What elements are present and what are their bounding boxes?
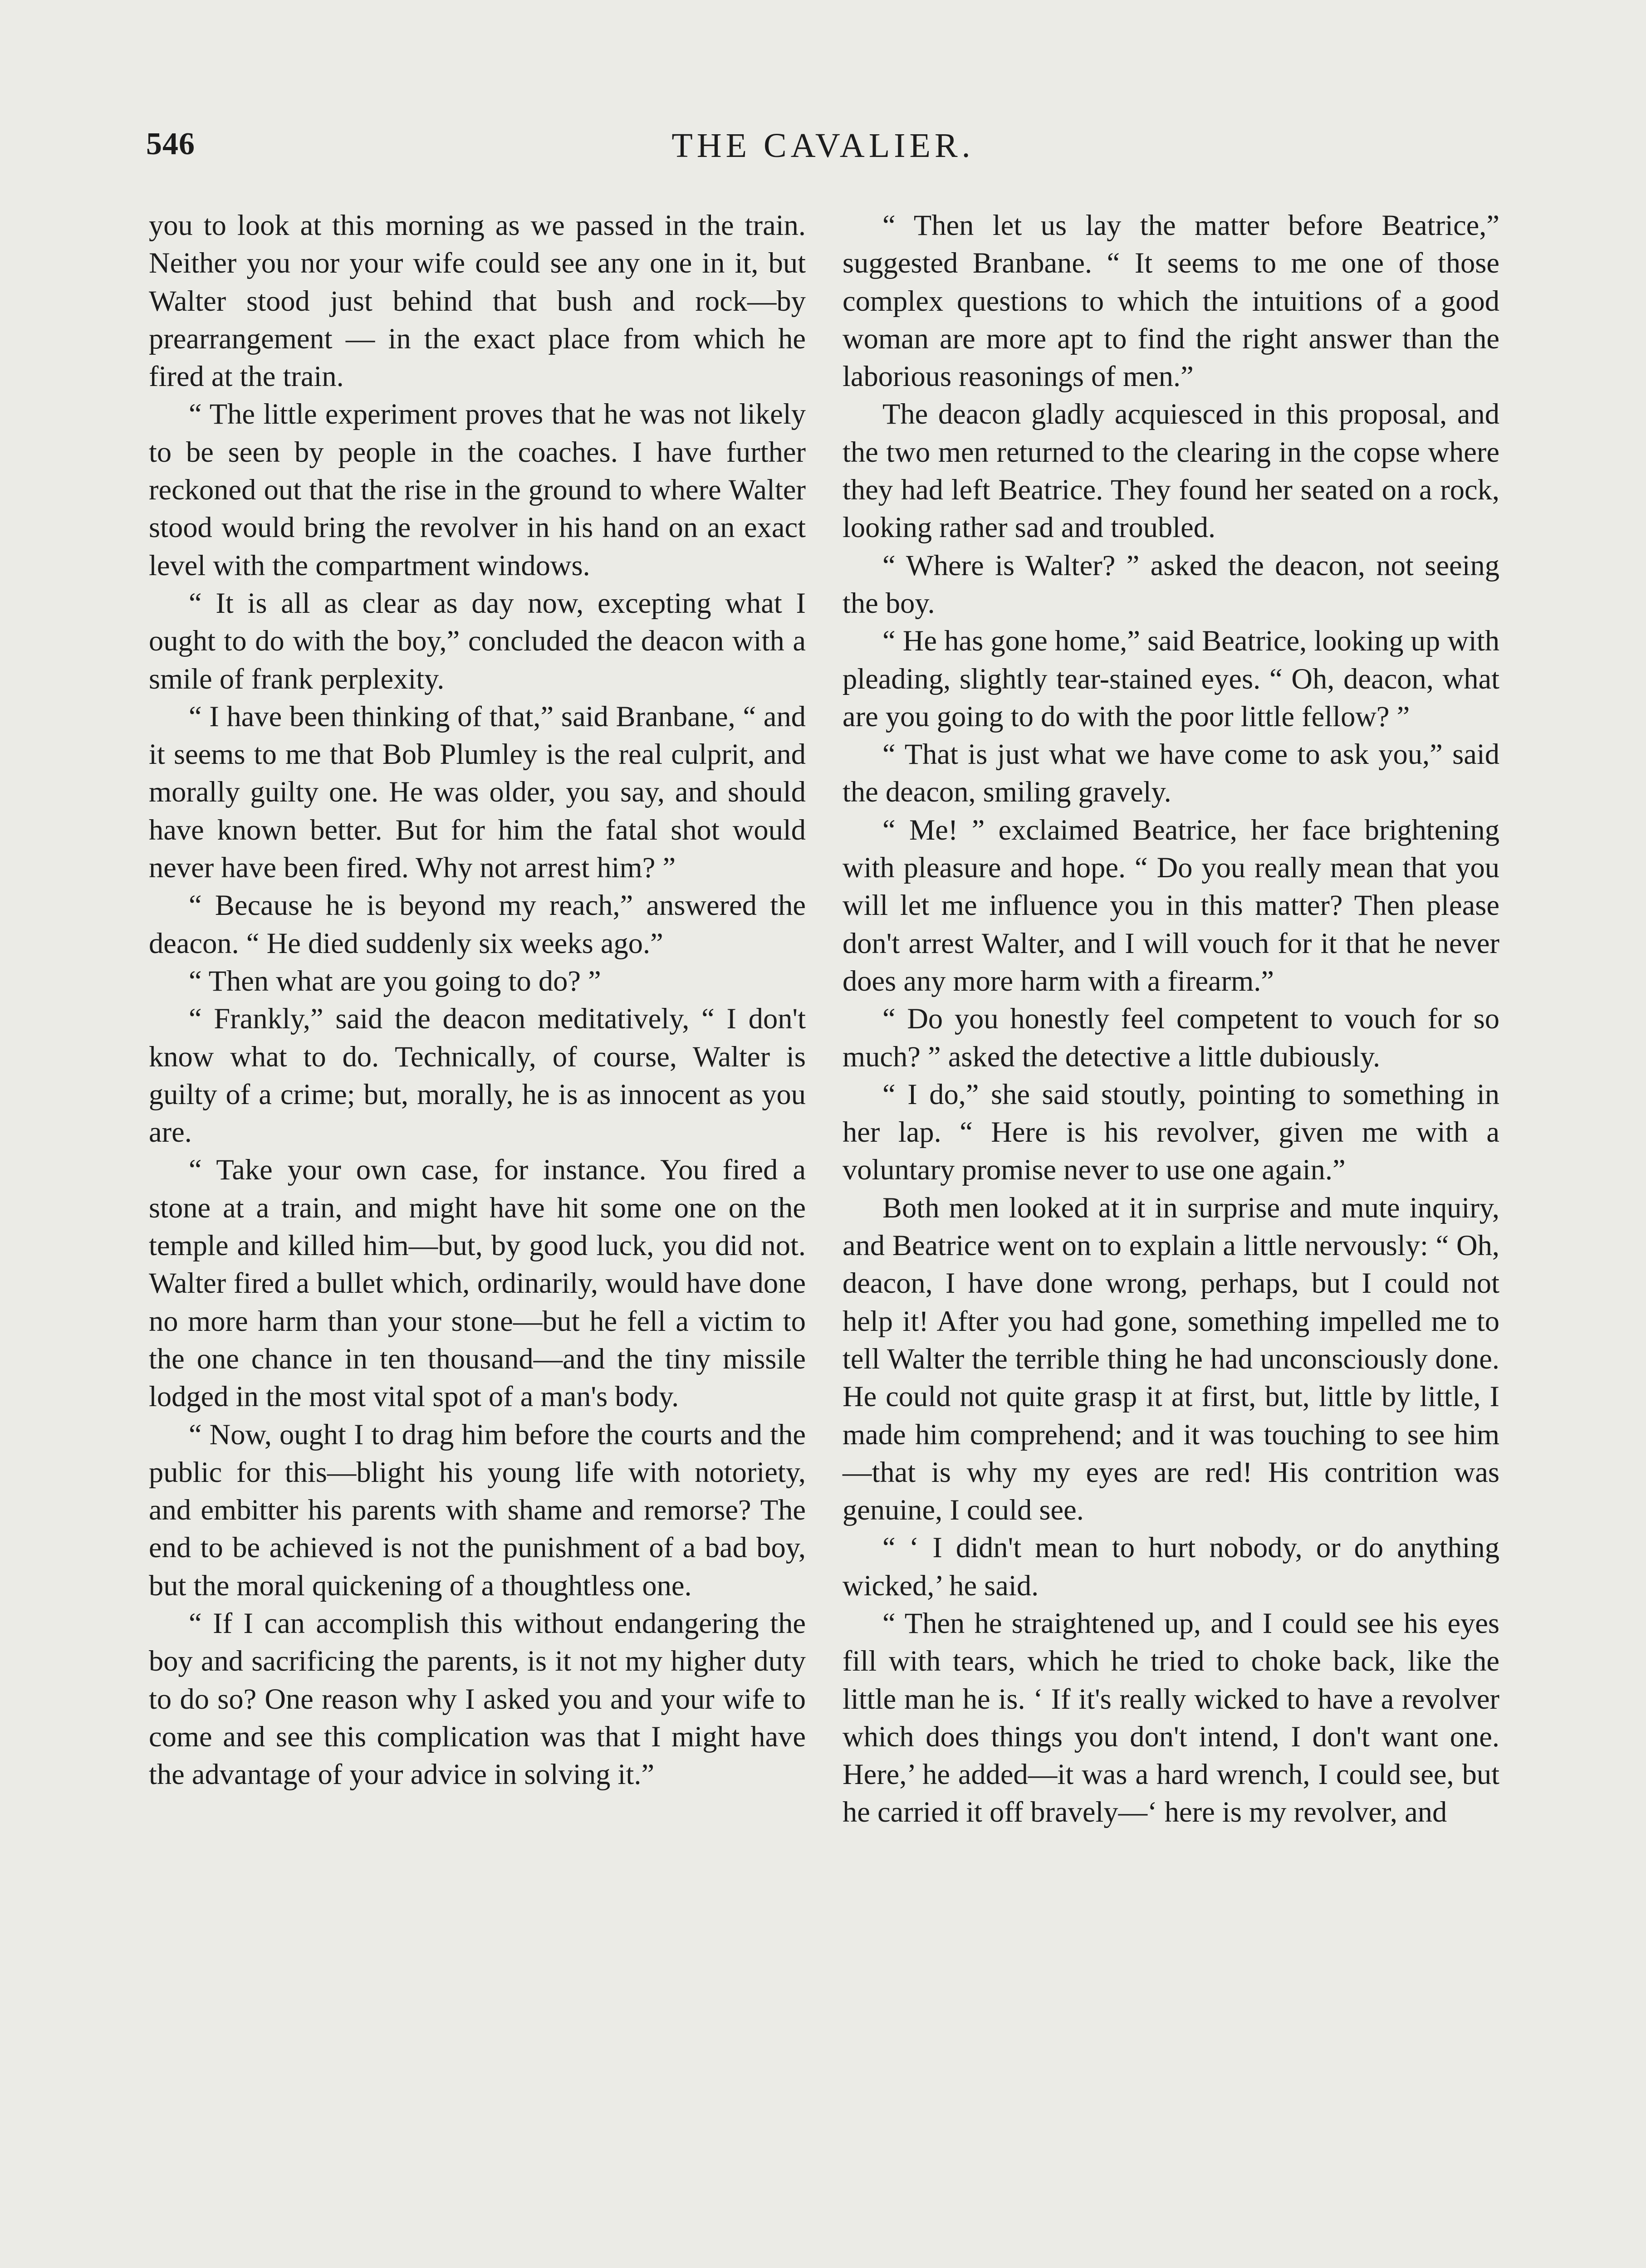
paragraph: “ I have been thinking of that,” said Branbane, “ and it seems to me that Bob Plumley is the real culprit, and morally guilty one. He was older, you say, and should have known better. But for him the fatal shot would never have been fired. Why not arrest him? ” (149, 700, 806, 884)
paragraph: “ I do,” she said stoutly, pointing to something in her lap. “ Here is his revolver, given me with a voluntary promise never to use one again.” (843, 1078, 1499, 1186)
paragraph: “ That is just what we have come to ask you,” said the deacon, smiling gravely. (843, 738, 1499, 808)
paragraph: “ Do you honestly feel competent to vouch for so much? ” asked the detective a little dubiously. (843, 1002, 1499, 1073)
paragraph: “ If I can accomplish this without endangering the boy and sacrificing the parents, is it not my higher duty to do so? One reason why I asked you and your wife to come and see this complication was that I might have the advantage of your advice in solving it.” (149, 1607, 806, 1791)
right-column (843, 206, 1499, 1831)
paragraph: “ Where is Walter? ” asked the deacon, not seeing the boy. (843, 549, 1499, 619)
paragraph: “ Then he straightened up, and I could see his eyes fill with tears, which he tried to choke back, like the little man he is. ‘ If it's really wicked to have a revolver which does things you don't intend, I don't want one. Here,’ he added—it was a hard wrench, I could see, but he carried it off bravely—‘ here is my revolver, and (843, 1607, 1499, 1828)
paragraph: “ Take your own case, for instance. You fired a stone at a train, and might have hit some one on the temple and killed him—but, by good luck, you did not. Walter fired a bullet which, ordinarily, would have done no more harm than your stone—but he fell a victim to the one chance in ten thousand—and the tiny missile lodged in the most vital spot of a man's body. (149, 1154, 806, 1413)
paragraph: “ It is all as clear as day now, excepting what I ought to do with the boy,” concluded the deacon with a smile of frank perplexity. (149, 587, 806, 695)
page-number: 546 (146, 127, 195, 161)
paragraph: “ Then let us lay the matter before Beatrice,” suggested Branbane. “ It seems to me one of those complex questions to which the intuitions of a good woman are more apt to find the right answer than the laborious reasonings of men.” (843, 209, 1499, 393)
paragraph: you to look at this morning as we passed in the train. Neither you nor your wife could see any one in it, but Walter stood just behind that bush and rock—by prearrangement — in the exact place from which he fired at the train. (149, 209, 806, 393)
paragraph: “ Me! ” exclaimed Beatrice, her face brightening with pleasure and hope. “ Do you really mean that you will let me influence you in this matter? Then please don't arrest Walter, and I will vouch for it that he never does any more harm with a firearm.” (843, 813, 1499, 997)
paragraph: “ The little experiment proves that he was not likely to be seen by people in the coaches. I have further reckoned out that the rise in the ground to where Walter stood would bring the revolver in his hand on an exact level with the compartment windows. (149, 398, 806, 582)
running-head: THE CAVALIER. (671, 127, 975, 165)
paragraph: “ ‘ I didn't mean to hurt nobody, or do anything wicked,’ he said. (843, 1531, 1499, 1602)
paragraph: “ Then what are you going to do? ” (189, 964, 601, 997)
paragraph: “ He has gone home,” said Beatrice, looking up with pleading, slightly tear-stained eyes. “ Oh, deacon, what are you going to do with the poor little fellow? ” (843, 625, 1499, 733)
left-column (149, 206, 806, 1793)
paragraph: “ Because he is beyond my reach,” answered the deacon. “ He died suddenly six weeks ago.” (149, 889, 806, 959)
paragraph: The deacon gladly acquiesced in this proposal, and the two men returned to the clearing in the copse where they had left Beatrice. They found her seated on a rock, looking rather sad and troubled. (843, 398, 1499, 544)
paragraph: Both men looked at it in surprise and mute inquiry, and Beatrice went on to explain a little nervously: “ Oh, deacon, I have done wrong, perhaps, but I could not help it! After you had gone, something impelled me to tell Walter the terrible thing he had unconsciously done. He could not quite grasp it at first, but, little by little, I made him comprehend; and it was touching to see him—that is why my eyes are red! His contrition was genuine, I could see. (843, 1191, 1499, 1526)
paragraph: “ Frankly,” said the deacon meditatively, “ I don't know what to do. Technically, of course, Walter is guilty of a crime; but, morally, he is as innocent as you are. (149, 1002, 806, 1149)
paragraph: “ Now, ought I to drag him before the courts and the public for this—blight his young life with notoriety, and embitter his parents with shame and remorse? The end to be achieved is not the punishment of a bad boy, but the moral quickening of a thoughtless one. (149, 1418, 806, 1602)
